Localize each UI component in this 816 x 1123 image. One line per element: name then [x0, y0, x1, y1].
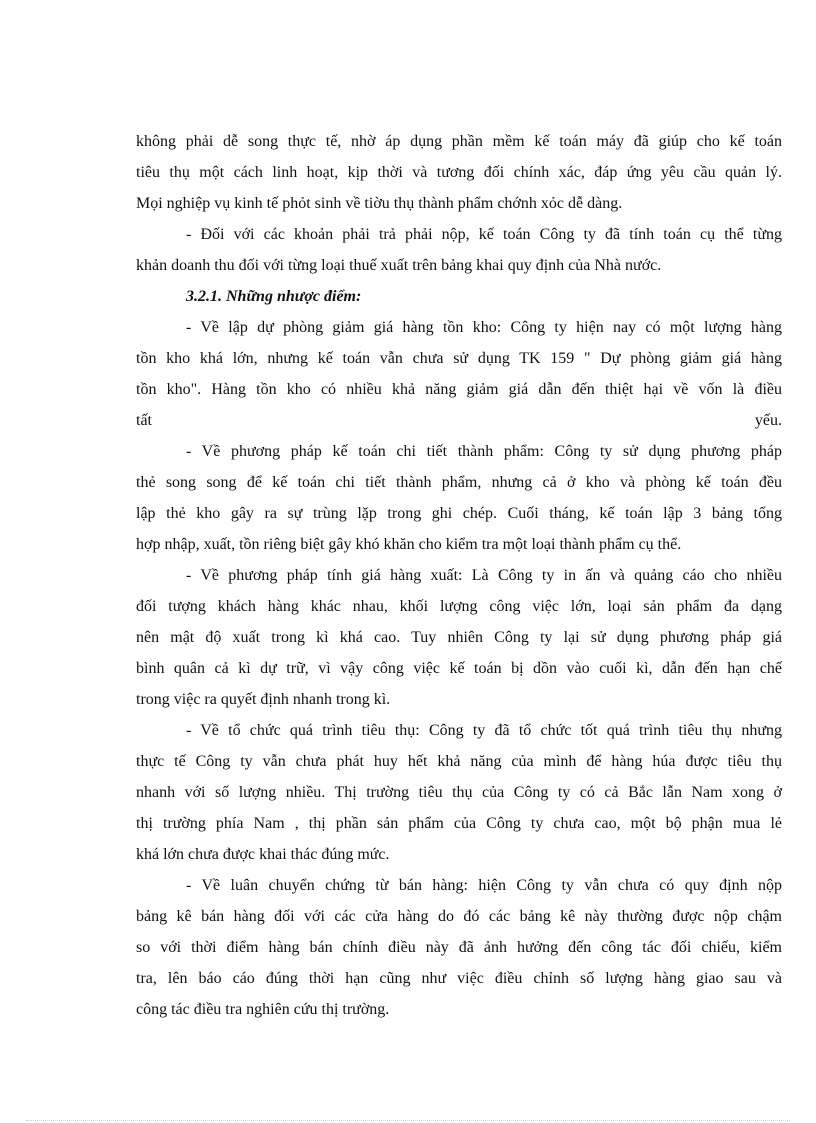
text-line: tra, lên báo cáo đúng thời hạn cũng như việc điều chỉnh số lượng hàng giao sau và: [136, 970, 782, 987]
text-line: tồn kho khá lớn, nhưng kế toán vẫn chưa sử dụng TK 159 " Dự phòng giảm giá hàng: [136, 350, 782, 367]
text-line: - Về phương pháp tính giá hàng xuất: Là Công ty in ấn và quảng cáo cho nhiều: [186, 567, 782, 584]
text-line: bảng kê bán hàng đối với các cửa hàng do đó các bảng kê này thường được nộp chậm: [136, 908, 782, 925]
text-line: lập thẻ kho gây ra sự trùng lặp trong ghi chép. Cuối tháng, kế toán lập 3 bảng tổng: [136, 505, 782, 522]
text-line: thị trường phía Nam , thị phần sản phẩm của Công ty chưa cao, một bộ phận mua lẻ: [136, 815, 782, 832]
text-line: bình quân cả kì dự trữ, vì vậy công việc kế toán bị dồn vào cuối kì, dẫn đến hạn chế: [136, 660, 782, 677]
text-line: đối tượng khách hàng khác nhau, khối lượng công việc lớn, loại sản phẩm đa dạng: [136, 598, 782, 615]
text-line: thực tế Công ty vẫn chưa phát huy hết khả năng của mình để hàng húa được tiêu thụ: [136, 753, 782, 770]
text-line: - Đối với các khoản phải trả phải nộp, kế toán Công ty đã tính toán cụ thể từng: [186, 226, 782, 243]
page-bottom-rule: [26, 1120, 790, 1121]
text-line: hợp nhập, xuất, tồn riêng biệt gây khó khăn cho kiểm tra một loại thành phẩm cụ thể.: [136, 536, 682, 553]
text-line: - Về phương pháp kế toán chi tiết thành phẩm: Công ty sử dụng phương pháp: [186, 443, 782, 460]
text-line: khản doanh thu đối với từng loại thuế xuất trên bảng khai quy định của Nhà nước.: [136, 257, 662, 274]
text-line: thẻ song song để kế toán chi tiết thành phẩm, nhưng cả ở kho và phòng kế toán đều: [136, 474, 782, 491]
text-line: nên mật độ xuất trong kì khá cao. Tuy nhiên Công ty lại sử dụng phương pháp giá: [136, 629, 782, 646]
text-line: nhanh với số lượng nhiều. Thị trường tiêu thụ của Công ty có cả Bắc lẫn Nam xong ở: [136, 784, 782, 801]
text-line: tất yếu.: [136, 412, 782, 429]
text-line: tiêu thụ một cách linh hoạt, kịp thời và tương đối chính xác, đáp ứng yêu cầu quản lý.: [136, 164, 782, 181]
text-line: trong việc ra quyết định nhanh trong kì.: [136, 691, 391, 708]
text-line: công tác điều tra nghiên cứu thị trường.: [136, 1001, 390, 1018]
document-body: [136, 126, 782, 1025]
section-heading: 3.2.1. Những nhược điểm:: [186, 288, 362, 305]
text-line: - Về luân chuyển chứng từ bán hàng: hiện Công ty vẫn chưa có quy định nộp: [186, 877, 782, 894]
text-line: không phải dễ song thực tế, nhờ áp dụng phần mềm kế toán máy đã giúp cho kế toán: [136, 133, 782, 150]
text-line: - Về tổ chức quá trình tiêu thụ: Công ty đã tổ chức tốt quá trình tiêu thụ nhưng: [186, 722, 782, 739]
text-line: - Về lập dự phòng giảm giá hàng tồn kho: Công ty hiện nay có một lượng hàng: [186, 319, 782, 336]
text-line: so với thời điểm hàng bán chính điều này đã ảnh hưởng đến công tác đối chiếu, kiểm: [136, 939, 782, 956]
text-line: khá lớn chưa được khai thác đúng mức.: [136, 846, 390, 863]
text-line: Mọi nghiệp vụ kinh tế phỏt sinh về tiờu thụ thành phẩm chớnh xỏc dễ dàng.: [136, 195, 623, 212]
text-line: tồn kho". Hàng tồn kho có nhiều khả năng giảm giá dẫn đến thiệt hại về vốn là điều: [136, 381, 782, 398]
